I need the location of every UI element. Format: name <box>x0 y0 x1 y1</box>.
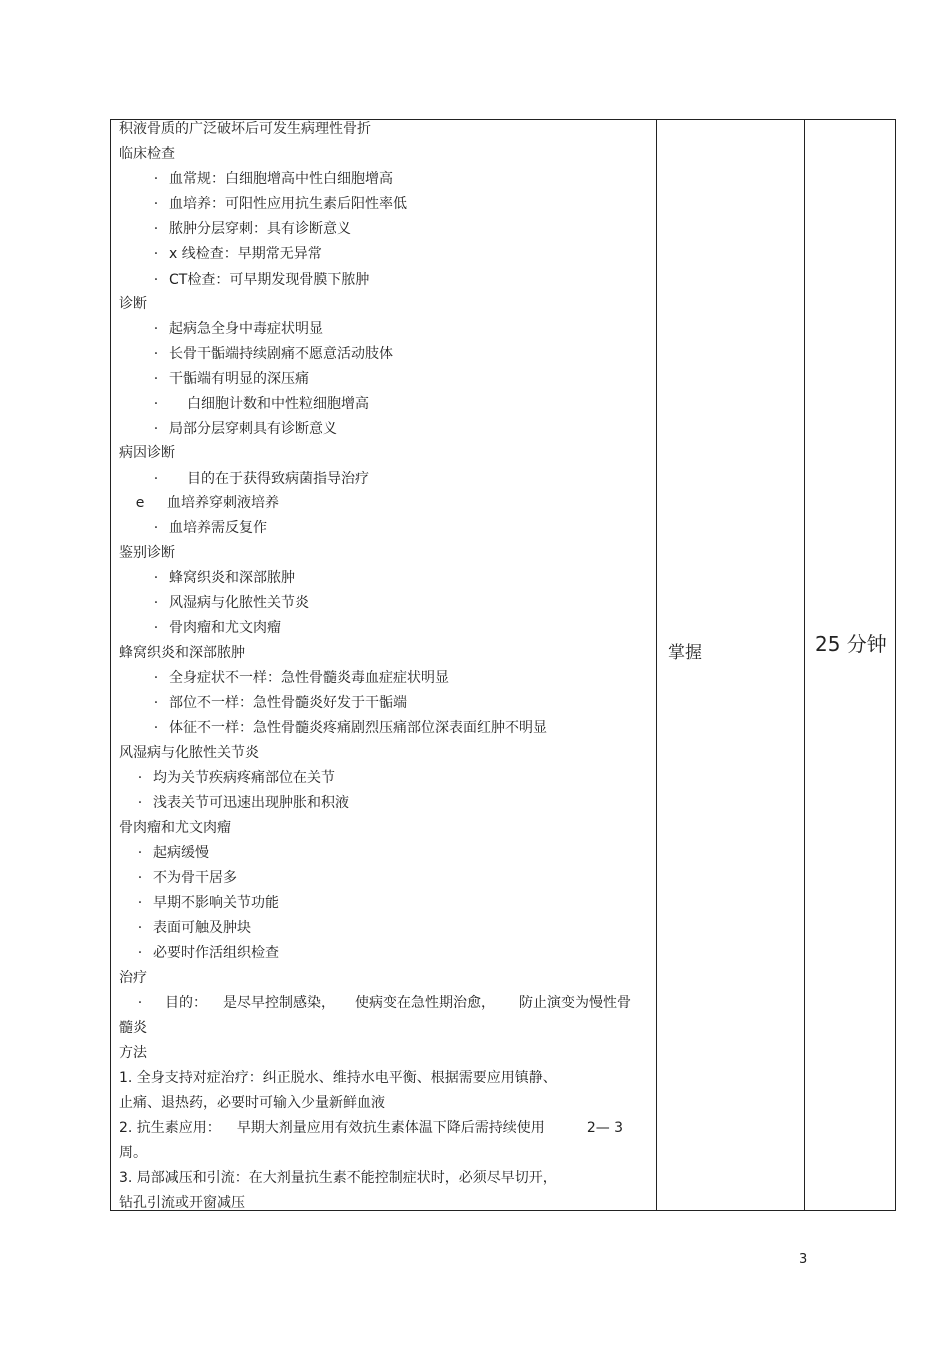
lesson-table <box>110 119 896 1211</box>
text-line: 止痛、退热药，必要时可输入少量新鲜血液 <box>119 1095 385 1111</box>
list-item: · 早期不影响关节功能 <box>137 895 279 911</box>
list-item: · 蜂窝织炎和深部脓肿 <box>153 570 295 586</box>
list-item: · 骨肉瘤和尤文肉瘤 <box>153 620 281 636</box>
section-heading: 诊断 <box>119 296 147 312</box>
list-item: · 浅表关节可迅速出现肿胀和积液 <box>137 795 349 811</box>
section-heading: 风湿病与化脓性关节炎 <box>119 745 259 761</box>
text-line: 钻孔引流或开窗减压 <box>119 1195 245 1211</box>
content-cell <box>111 120 656 1210</box>
list-item: · 干骺端有明显的深压痛 <box>153 371 309 387</box>
list-item: · 部位不一样：急性骨髓炎好发于干骺端 <box>153 695 407 711</box>
list-item: · 局部分层穿刺具有诊断意义 <box>153 421 337 437</box>
section-heading: 治疗 <box>119 970 147 986</box>
section-heading: 病因诊断 <box>119 445 175 461</box>
table-divider-1 <box>656 120 657 1210</box>
section-heading: 方法 <box>119 1045 147 1061</box>
list-item: · 血培养：可阳性应用抗生素后阳性率低 <box>153 196 407 212</box>
list-item: e 血培养穿刺液培养 <box>135 495 279 511</box>
text-line: 周。 <box>119 1145 147 1161</box>
list-item: · 脓肿分层穿刺：具有诊断意义 <box>153 221 351 237</box>
list-item: · 血培养需反复作 <box>153 520 267 536</box>
list-item: · 起病急全身中毒症状明显 <box>153 321 323 337</box>
list-item: · 白细胞计数和中性粒细胞增高 <box>153 396 369 412</box>
list-item: · 必要时作活组织检查 <box>137 945 279 961</box>
list-item: · 不为骨干居多 <box>137 870 237 886</box>
section-heading: 骨肉瘤和尤文肉瘤 <box>119 820 231 836</box>
list-item: · 目的： 是尽早控制感染， 使病变在急性期治愈， 防止演变为慢性骨 <box>137 995 631 1011</box>
text-line: 2. 抗生素应用： 早期大剂量应用有效抗生素体温下降后需持续使用 2— 3 <box>119 1120 624 1136</box>
list-item: · 起病缓慢 <box>137 845 209 861</box>
list-item: · 表面可触及肿块 <box>137 920 251 936</box>
list-item: · 均为关节疾病疼痛部位在关节 <box>137 770 335 786</box>
list-item: · 目的在于获得致病菌指导治疗 <box>153 471 369 487</box>
list-item: · CT检查：可早期发现骨膜下脓肿 <box>153 272 370 288</box>
table-divider-2 <box>804 120 805 1210</box>
section-heading: 鉴别诊断 <box>119 545 175 561</box>
list-item: · 风湿病与化脓性关节炎 <box>153 595 309 611</box>
page-number: 3 <box>799 1252 808 1267</box>
duration-cell: 25 分钟 <box>815 632 887 656</box>
section-heading: 蜂窝织炎和深部脓肿 <box>119 645 245 661</box>
list-item: · 血常规：白细胞增高中性白细胞增高 <box>153 171 393 187</box>
text-line: 3. 局部减压和引流：在大剂量抗生素不能控制症状时，必须尽早切开， <box>119 1170 557 1186</box>
list-item: · 体征不一样：急性骨髓炎疼痛剧烈压痛部位深表面红肿不明显 <box>153 720 547 736</box>
mastery-level-cell: 掌握 <box>668 643 702 663</box>
text-line: 积液骨质的广泛破坏后可发生病理性骨折 <box>119 121 371 137</box>
section-heading: 临床检查 <box>119 146 175 162</box>
text-line: 1. 全身支持对症治疗：纠正脱水、维持水电平衡、根据需要应用镇静、 <box>119 1070 557 1086</box>
list-item: · 全身症状不一样：急性骨髓炎毒血症症状明显 <box>153 670 449 686</box>
list-item: · 长骨干骺端持续剧痛不愿意活动肢体 <box>153 346 393 362</box>
list-item: · x 线检查：早期常无异常 <box>153 246 322 262</box>
text-line: 髓炎 <box>119 1020 147 1036</box>
